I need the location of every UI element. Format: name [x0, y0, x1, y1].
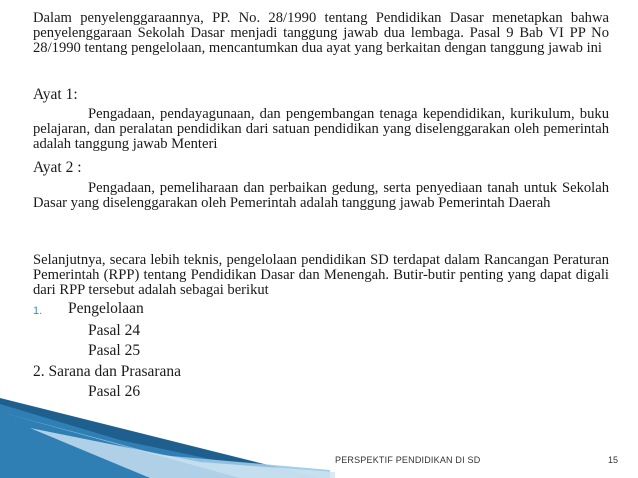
footer-title: PERSPEKTIF PENDIDIKAN DI SD	[335, 455, 481, 465]
intro-paragraph: Dalam penyelenggaraannya, PP. No. 28/1990 tentang Pendidikan Dasar menetapkan bahwa penyelenggaraan Sekolah Dasar menjadi tanggung jawab dua lembaga. Pasal 9 Bab VI PP No 28/1990 tentang pengelolaan, mencantumkan dua ayat yang berkaitan dengan tanggung jawab ini	[33, 10, 609, 56]
ayat-2-text: Pengadaan, pemeliharaan dan perbaikan gedung, serta penyediaan tanah untuk Sekolah Dasar yang diselenggarakan oleh Pemerintah adalah tanggung jawab Pemerintah Daerah	[33, 180, 609, 211]
page-number: 15	[608, 455, 619, 465]
ayat-1-text: Pengadaan, pendayagunaan, dan pengembangan tenaga kependidikan, kurikulum, buku pelajaran, dan peralatan pendidikan dari satuan pendidikan yang diselenggarakan oleh pemerintah adalah tanggung jawab Menteri	[33, 106, 609, 152]
list-item-1-sub-2: Pasal 25	[88, 342, 141, 359]
rpp-paragraph: Selanjutnya, secara lebih teknis, pengelolaan pendidikan SD terdapat dalam Rancangan Peraturan Pemerintah (RPP) tentang Pendidikan Dasar dan Menengah. Butir-butir penting yang dapat digali dari RPP tersebut adalah sebagai berikut	[33, 252, 609, 298]
list-item-1-number: 1.	[33, 305, 43, 317]
list-item-2-label: 2. Sarana dan Prasarana	[33, 363, 182, 380]
list-item-2-sub-1: Pasal 26	[88, 383, 141, 400]
ayat-2-label: Ayat 2 :	[33, 159, 82, 176]
list-item-1-sub-1: Pasal 24	[88, 322, 141, 339]
ayat-1-label: Ayat 1:	[33, 86, 78, 103]
list-item-1-label: Pengelolaan	[68, 300, 144, 317]
